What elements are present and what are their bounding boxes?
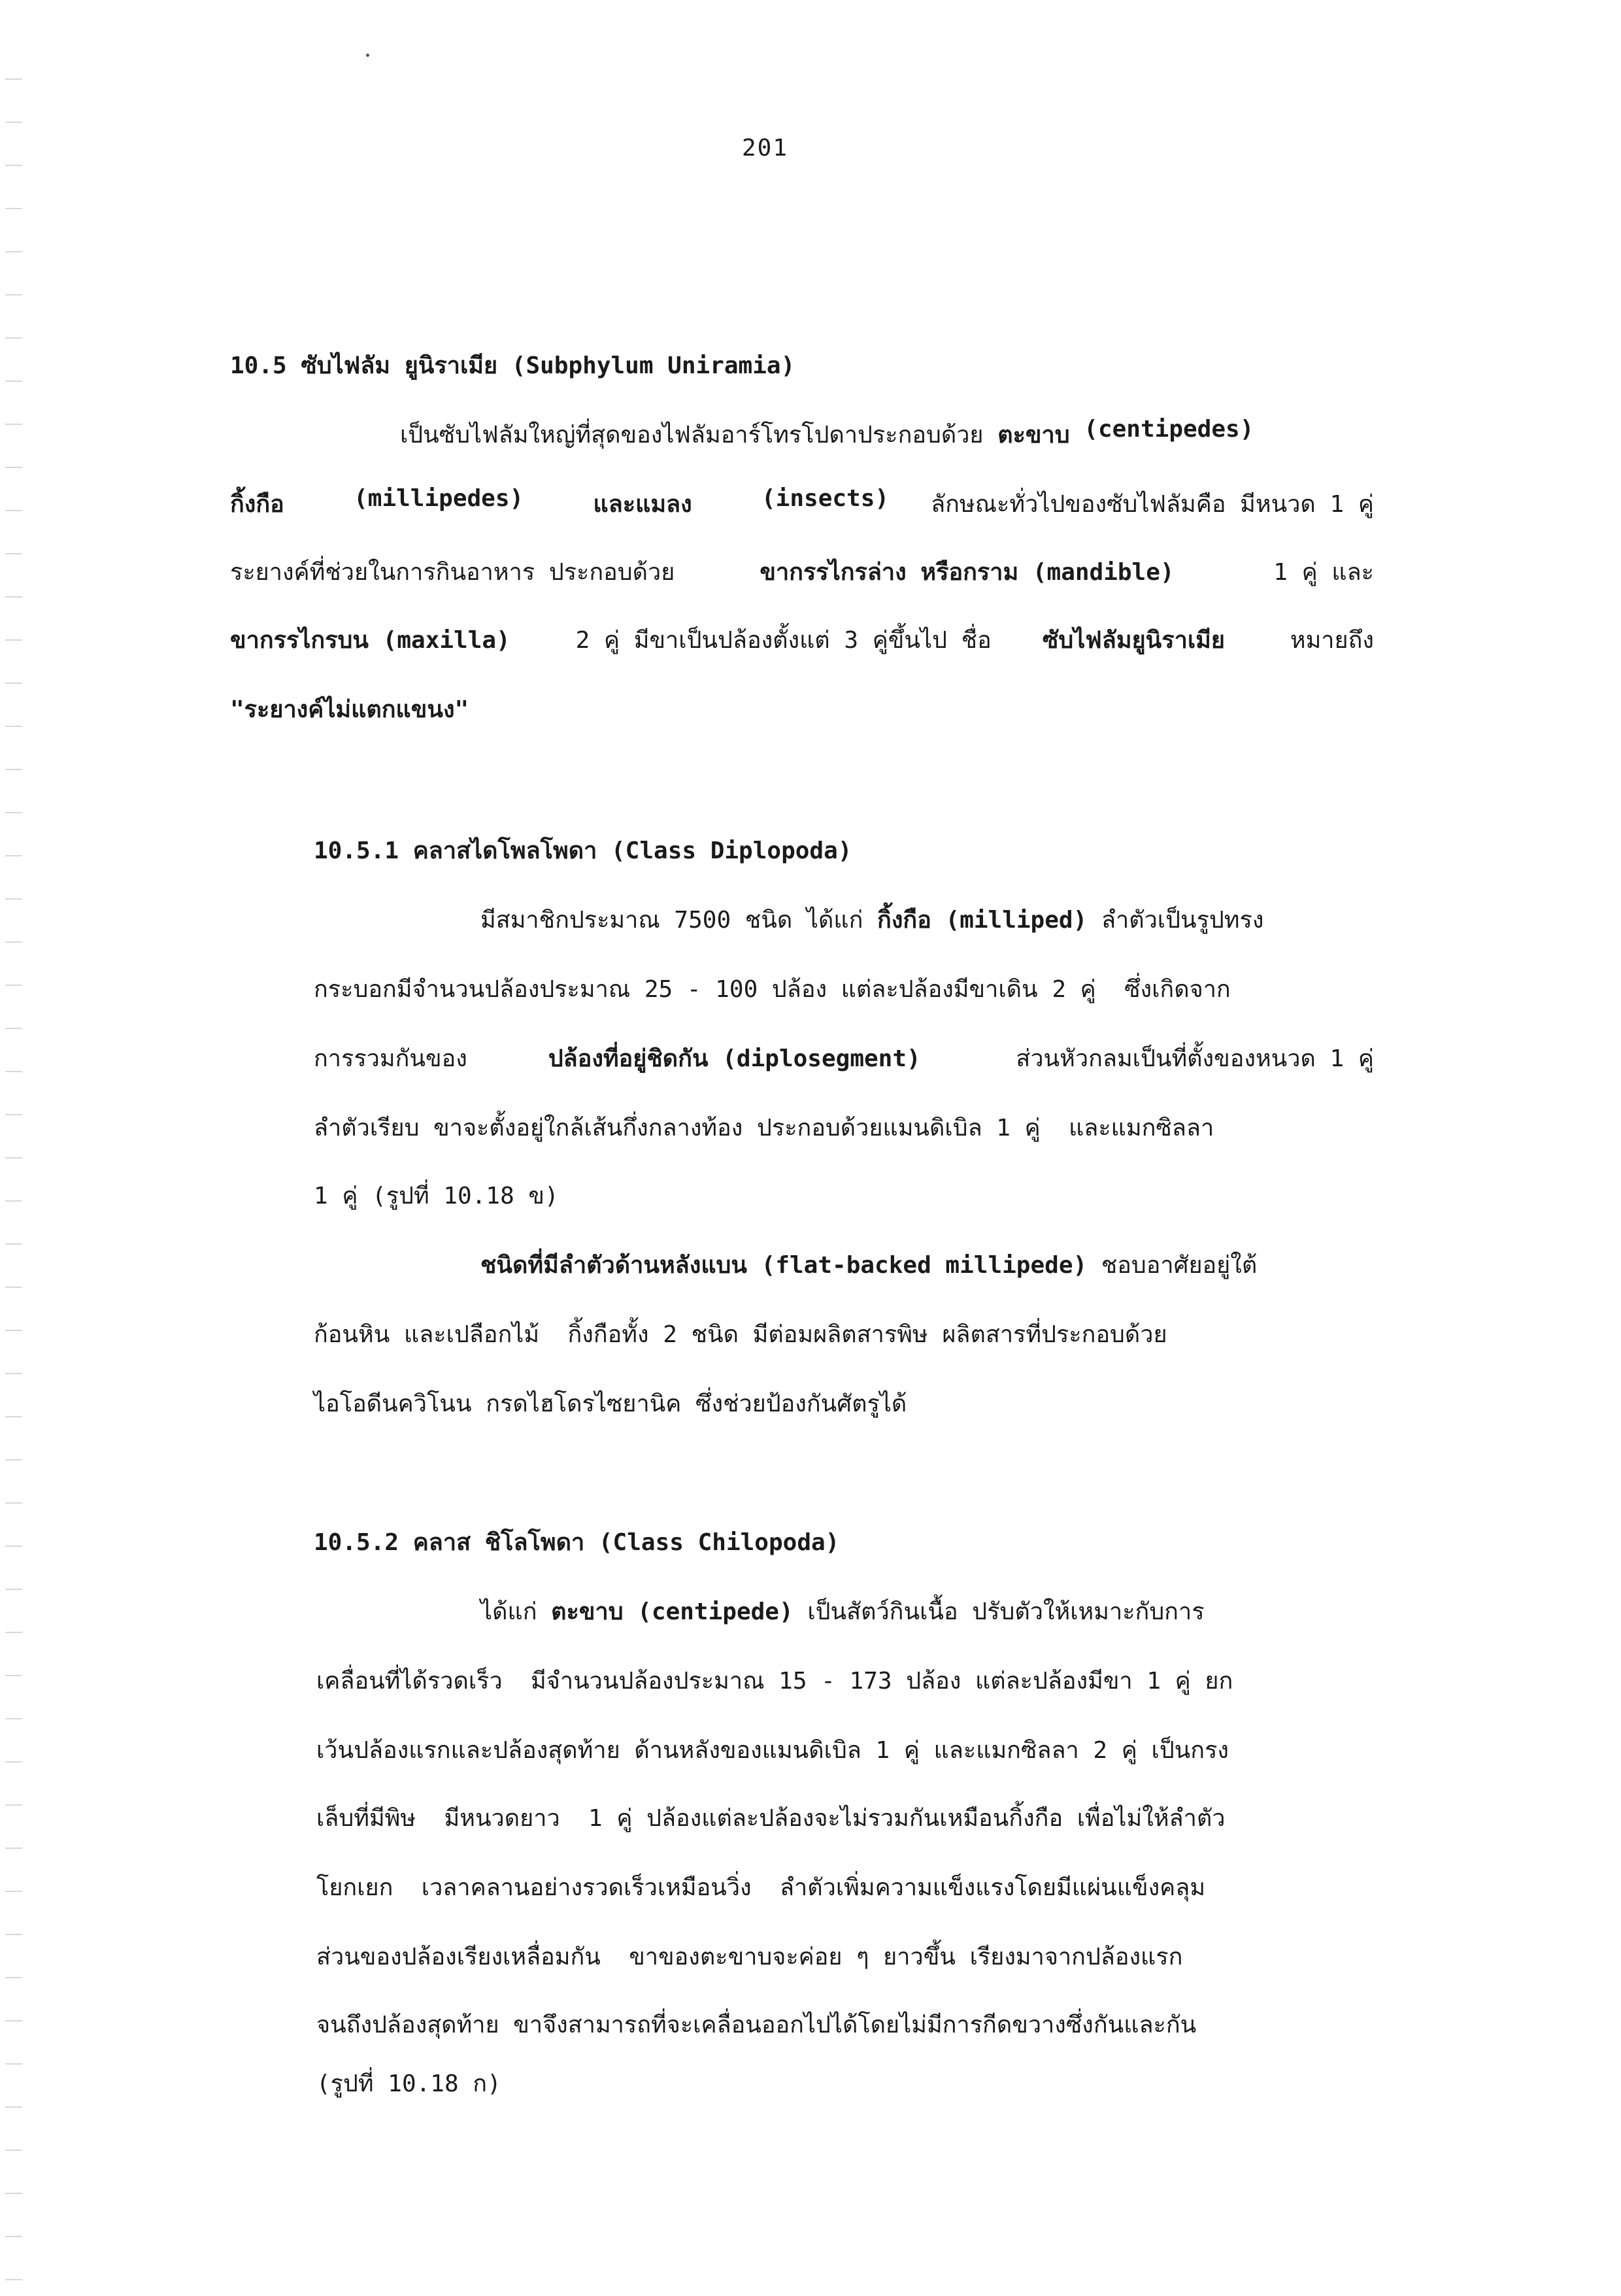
- margin-tick: [5, 2236, 22, 2237]
- text-run: ไอโอดีนควิโนน กรดไฮโดรไซยานิค ซึ่งช่วยป้องกันศัตรูได้: [314, 1391, 907, 1417]
- margin-tick: [5, 424, 22, 425]
- margin-tick: [5, 1071, 22, 1072]
- text-run: ลำตัวเป็นรูปทรง: [1087, 907, 1264, 934]
- margin-tick: [5, 1977, 22, 1978]
- bold-text-run: (insects): [761, 485, 890, 512]
- margin-tick: [5, 380, 22, 382]
- text-run: มีสมาชิกประมาณ 7500 ชนิด ได้แก่: [480, 907, 878, 934]
- paragraph-line: [480, 901, 1374, 938]
- bold-text-run: "ระยางค์ไม่แตกแขนง": [230, 696, 469, 723]
- text-run: เป็นสัตว์กินเนื้อ ปรับตัวให้เหมาะกับการ: [793, 1598, 1205, 1625]
- text-run: [720, 485, 734, 522]
- bold-text-run: ตะขาบ (centipede): [551, 1598, 794, 1625]
- margin-tick: [5, 1416, 22, 1417]
- text-run: กระบอกมีจำนวนปล้องประมาณ 25 - 100 ปล้อง แต่ละปล้องมีขาเดิน 2 คู่ ซึ่งเกิดจาก: [314, 976, 1231, 1003]
- margin-tick: [5, 1330, 22, 1331]
- margin-tick: [5, 1028, 22, 1029]
- bold-text-run: ชนิดที่มีลำตัวด้านหลังแบน (flat-backed millipede): [480, 1252, 1088, 1279]
- paragraph-line: [316, 1799, 1374, 1836]
- text-run: 1 คู่ และ: [1259, 559, 1374, 586]
- text-run: (รูปที่ 10.18 ก): [316, 2070, 501, 2097]
- bold-text-run: ซับไฟลัมยูนิราเมีย: [1042, 627, 1225, 654]
- margin-tick: [5, 726, 22, 727]
- margin-tick: [5, 1545, 22, 1547]
- margin-tick: [5, 251, 22, 252]
- margin-tick: [5, 2279, 22, 2280]
- margin-tick: [5, 683, 22, 684]
- section-10-5-2-heading: 10.5.2 คลาส ชิโลโพดา (Class Chilopoda): [314, 1529, 840, 1556]
- margin-tick: [5, 122, 22, 123]
- margin-tick: [5, 1502, 22, 1504]
- margin-tick: [5, 1200, 22, 1202]
- margin-tick: [5, 1761, 22, 1763]
- paragraph-line: [314, 1385, 1374, 1422]
- text-run: เคลื่อนที่ได้รวดเร็ว มีจำนวนปล้องประมาณ 15 - 173 ปล้อง แต่ละปล้องมีขา 1 คู่ ยก: [316, 1668, 1233, 1695]
- bold-text-run: (centipedes): [1084, 416, 1254, 443]
- margin-tick: [5, 941, 22, 943]
- margin-tick: [5, 1891, 22, 1892]
- margin-tick: [5, 78, 22, 80]
- text-run: ส่วนหัวกลมเป็นที่ตั้งของหนวด 1 คู่: [1001, 1045, 1374, 1072]
- text-run: [552, 485, 566, 522]
- paragraph-line: [480, 1593, 1374, 1630]
- text-run: ส่วนของปล้องเรียงเหลื่อมกัน ขาของตะขาบจะค่อย ๆ ยาวขึ้น เรียงมาจากปล้องแรก: [316, 1944, 1183, 1970]
- text-run: ได้แก่: [480, 1598, 552, 1625]
- margin-tick: [5, 2106, 22, 2108]
- text-run: จนถึงปล้องสุดท้าย ขาจึงสามารถที่จะเคลื่อนออกไปได้โดยไม่มีการกีดขวางซึ่งกันและกัน: [316, 2012, 1197, 2038]
- margin-tick: [5, 165, 22, 166]
- margin-tick: [5, 1459, 22, 1460]
- paragraph-line: [480, 1246, 1374, 1283]
- margin-tick: [5, 208, 22, 209]
- text-run: ชอบอาศัยอยู่ใต้: [1087, 1252, 1258, 1279]
- margin-tick: [5, 2150, 22, 2151]
- bold-text-run: (millipedes): [354, 485, 524, 512]
- margin-tick: [5, 1848, 22, 1849]
- bold-text-run: ปล้องที่อยู่ชิดกัน (diplosegment): [548, 1045, 921, 1072]
- text-run: ก้อนหิน และเปลือกไม้ กิ้งกือทั้ง 2 ชนิด มีต่อมผลิตสารพิษ ผลิตสารที่ประกอบด้วย: [314, 1321, 1167, 1348]
- margin-tick: [5, 1114, 22, 1115]
- text-run: หมายถึง: [1276, 627, 1374, 654]
- margin-tick: [5, 1589, 22, 1590]
- margin-tick: [5, 1934, 22, 1935]
- margin-tick: [5, 1373, 22, 1374]
- paragraph-line: [230, 485, 1374, 522]
- paragraph-line: [314, 1315, 1374, 1353]
- bold-text-run: และแมลง: [593, 491, 692, 518]
- bold-text-run: ตะขาบ: [997, 422, 1070, 448]
- margin-tick: [5, 2020, 22, 2021]
- margin-tick: [5, 1804, 22, 1806]
- paragraph-line: [316, 1662, 1374, 1699]
- margin-tick: [5, 1718, 22, 1719]
- text-run: เว้นปล้องแรกและปล้องสุดท้าย ด้านหลังของแมนดิเบิล 1 คู่ และแมกซิลลา 2 คู่ เป็นกรง: [316, 1737, 1229, 1764]
- bold-text-run: ขากรรไกรล่าง หรือกราม (mandible): [760, 559, 1175, 586]
- margin-tick: [5, 769, 22, 770]
- paragraph-line: [316, 1938, 1374, 1975]
- margin-tick: [5, 2193, 22, 2194]
- left-margin-scan-marks: [0, 0, 33, 2296]
- paragraph-line: [314, 1039, 1374, 1077]
- margin-tick: [5, 510, 22, 511]
- text-run: โยกเยก เวลาคลานอย่างรวดเร็วเหมือนวิ่ง ลำตัวเพิ่มความแข็งแรงโดยมีแผ่นแข็งคลุม: [316, 1874, 1206, 1901]
- paragraph-line: [400, 416, 1374, 453]
- text-run: การรวมกันของ: [314, 1045, 467, 1072]
- margin-tick: [5, 639, 22, 641]
- text-run: 1 คู่ (รูปที่ 10.18 ข): [314, 1183, 559, 1209]
- section-10-5-heading: 10.5 ซับไฟลัม ยูนิราเมีย (Subphylum Uniramia): [230, 352, 795, 379]
- bold-text-run: กิ้งกือ: [230, 491, 284, 518]
- margin-tick: [5, 855, 22, 856]
- margin-tick: [5, 985, 22, 986]
- margin-tick: [5, 596, 22, 598]
- margin-tick: [5, 1157, 22, 1158]
- bold-text-run: กิ้งกือ (milliped): [877, 907, 1088, 934]
- text-run: เล็บที่มีพิษ มีหนวดยาว 1 คู่ ปล้องแต่ละปล้องจะไม่รวมกันเหมือนกิ้งกือ เพื่อไม่ให้ลำตัว: [316, 1805, 1226, 1832]
- paragraph-line: [314, 970, 1374, 1007]
- paragraph-line: [314, 1177, 1374, 1214]
- margin-tick: [5, 898, 22, 900]
- page-number: 201: [742, 135, 789, 161]
- paragraph-line: [316, 2065, 1374, 2102]
- margin-tick: [5, 2063, 22, 2065]
- paragraph-line: [316, 2006, 1374, 2043]
- bold-text-run: ขากรรไกรบน (maxilla): [230, 627, 510, 654]
- margin-tick: [5, 553, 22, 554]
- paragraph-line: [230, 621, 1374, 658]
- margin-tick: [5, 294, 22, 295]
- margin-tick: [5, 1287, 22, 1288]
- text-run: เป็นซับไฟลัมใหญ่ที่สุดของไฟลัมอาร์โทรโปดาประกอบด้วย: [400, 422, 998, 448]
- scan-speck: [366, 54, 369, 57]
- text-run: ระยางค์ที่ช่วยในการกินอาหาร ประกอบด้วย: [230, 559, 675, 586]
- paragraph-line: [314, 1109, 1374, 1146]
- text-run: [1070, 416, 1084, 453]
- text-run: [312, 485, 326, 522]
- margin-tick: [5, 812, 22, 813]
- margin-tick: [5, 467, 22, 468]
- margin-tick: [5, 337, 22, 339]
- paragraph-line: [230, 690, 1374, 728]
- paragraph-line: [230, 553, 1374, 590]
- margin-tick: [5, 1675, 22, 1676]
- text-run: ลำตัวเรียบ ขาจะตั้งอยู่ใกล้เส้นกึ่งกลางท้อง ประกอบด้วยแมนดิเบิล 1 คู่ และแมกซิลลา: [314, 1115, 1214, 1141]
- margin-tick: [5, 1243, 22, 1245]
- paragraph-line: [316, 1731, 1374, 1768]
- section-10-5-1-heading: 10.5.1 คลาสไดโพลโพดา (Class Diplopoda): [314, 837, 852, 864]
- margin-tick: [5, 1632, 22, 1633]
- text-run: ลักษณะทั่วไปของซับไฟลัมคือ มีหนวด 1 คู่: [916, 491, 1374, 518]
- text-run: 2 คู่ มีขาเป็นปล้องตั้งแต่ 3 คู่ขึ้นไป ชื่อ: [561, 627, 992, 654]
- paragraph-line: [316, 1868, 1374, 1906]
